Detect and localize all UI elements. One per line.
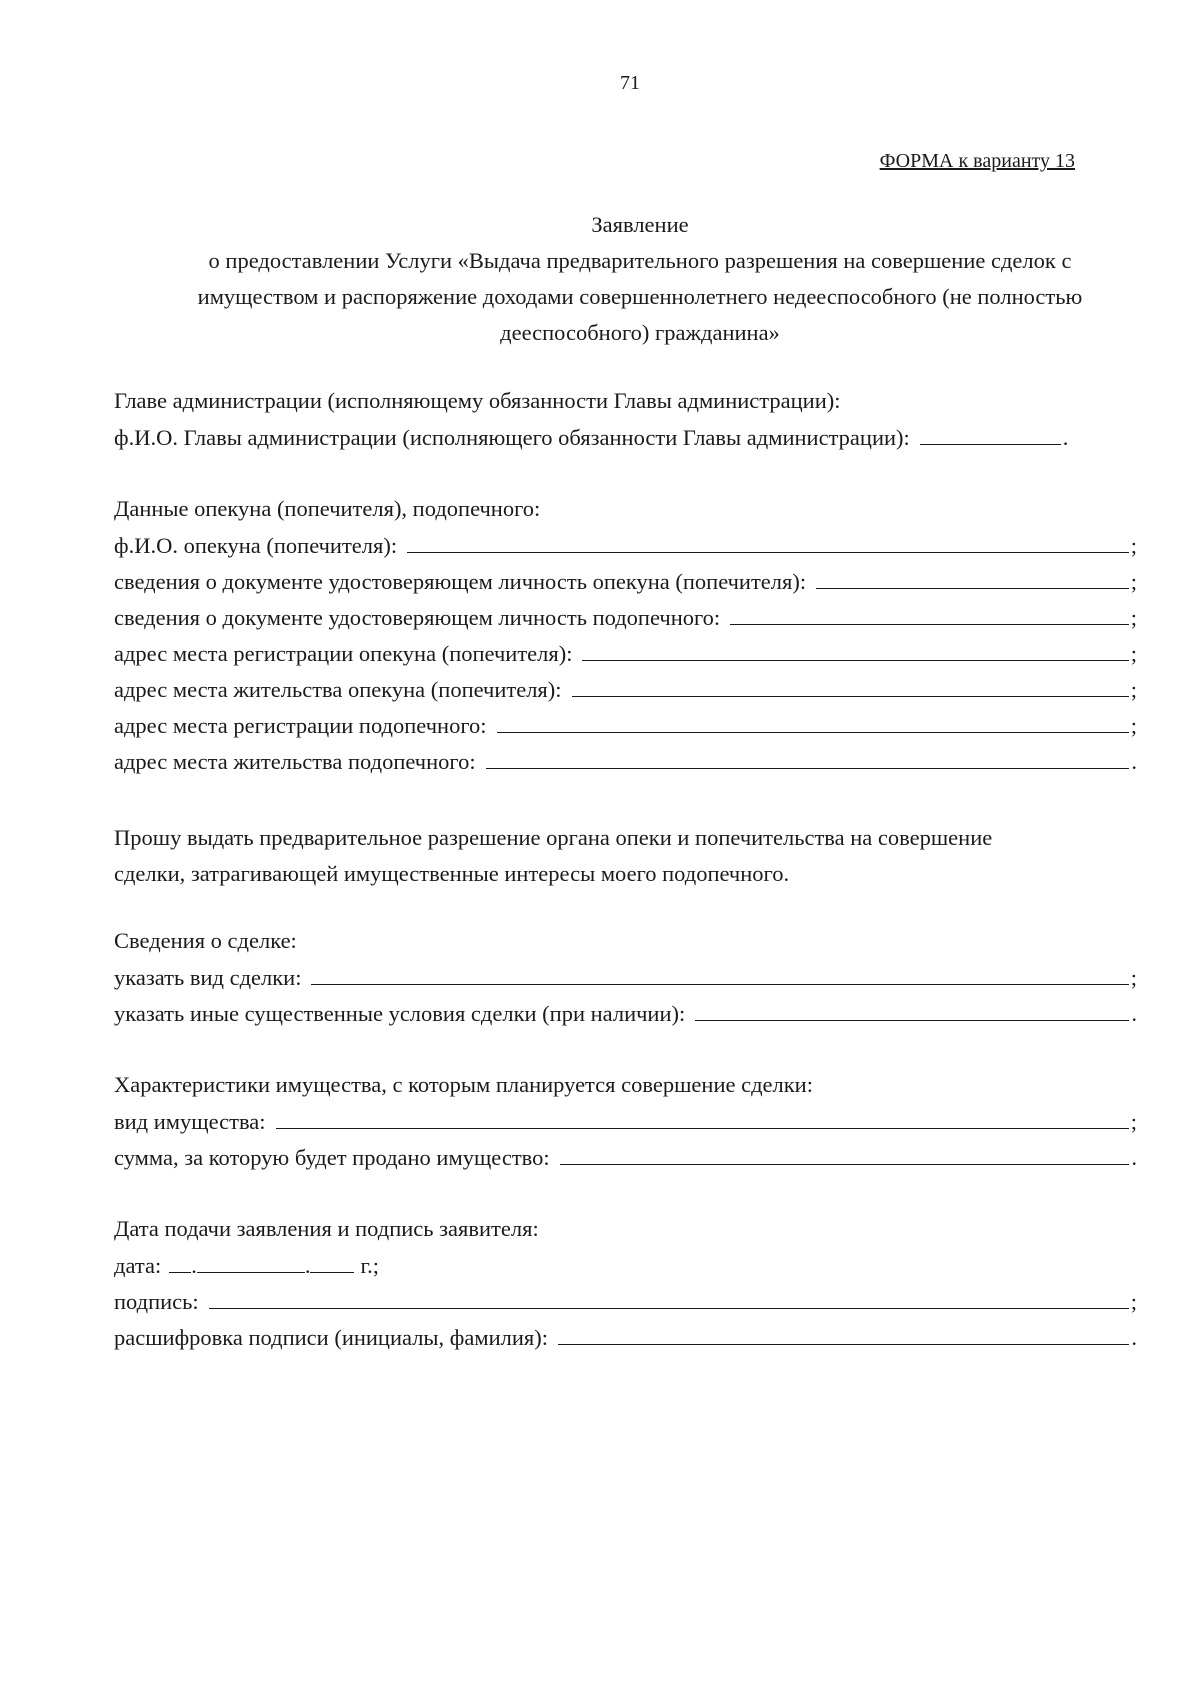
date-day-field[interactable]	[169, 1252, 191, 1273]
ward-id-label: сведения о документе удостоверяющем личность подопечного:	[114, 605, 721, 630]
deal-terms-field[interactable]	[695, 1000, 1129, 1021]
guardian-fio-label: ф.И.О. опекуна (попечителя):	[114, 533, 398, 558]
date-suffix: г.;	[360, 1253, 380, 1278]
guardian-residence-row: адрес места жительства опекуна (попечителя): ;	[114, 677, 1137, 702]
deal-terms-label: указать иные существенные условия сделки (при наличии):	[114, 1001, 686, 1026]
signature-heading: Дата подачи заявления и подпись заявителя:	[114, 1216, 539, 1241]
head-fio-row	[114, 424, 1137, 460]
guardian-heading: Данные опекуна (попечителя), подопечного:	[114, 496, 541, 521]
deal-section-heading	[114, 928, 1137, 964]
request-line-1: Прошу выдать предварительное разрешение органа опеки и попечительства на совершение	[114, 825, 993, 850]
signature-section-heading	[114, 1216, 1137, 1252]
signature-label: подпись:	[114, 1289, 199, 1314]
ward-id-row: сведения о документе удостоверяющем личность подопечного: ;	[114, 605, 1137, 630]
form-body	[114, 388, 1137, 1360]
guardian-fio-field[interactable]	[407, 532, 1129, 553]
ward-registration-label: адрес места регистрации подопечного:	[114, 713, 487, 738]
property-type-label: вид имущества:	[114, 1109, 266, 1134]
guardian-residence-field[interactable]	[572, 676, 1129, 697]
ward-registration-field[interactable]	[497, 712, 1129, 733]
ward-residence-field[interactable]	[486, 748, 1130, 769]
date-label: дата:	[114, 1253, 162, 1278]
addressee-line	[114, 388, 1137, 424]
document-title	[140, 207, 1140, 351]
addressee-label: Главе администрации (исполняющему обязанности Главы администрации):	[114, 388, 841, 413]
ward-registration-row: адрес места регистрации подопечного: ;	[114, 713, 1137, 738]
guardian-registration-label: адрес места регистрации опекуна (попечителя):	[114, 641, 573, 666]
guardian-residence-label: адрес места жительства опекуна (попечителя):	[114, 677, 562, 702]
deal-type-field[interactable]	[311, 964, 1128, 985]
signature-decoding-label: расшифровка подписи (инициалы, фамилия):	[114, 1325, 549, 1350]
head-fio-label: ф.И.О. Главы администрации (исполняющего обязанности Главы администрации):	[114, 425, 910, 450]
ward-residence-label: адрес места жительства подопечного:	[114, 749, 476, 774]
deal-heading: Сведения о сделке:	[114, 928, 297, 953]
property-sum-label: сумма, за которую будет продано имущество:	[114, 1145, 550, 1170]
property-heading: Характеристики имущества, с которым планируется совершение сделки:	[114, 1072, 813, 1097]
guardian-section-heading	[114, 496, 1137, 532]
head-fio-end: .	[1062, 425, 1069, 450]
title-line-2: имуществом и распоряжение доходами совершеннолетнего недееспособного (не полностью	[197, 284, 1083, 309]
form-tag: ФОРМА к варианту 13	[879, 150, 1075, 172]
date-row: дата: . . г.;	[114, 1253, 380, 1278]
title-line-1: о предоставлении Услуги «Выдача предварительного разрешения на совершение сделок с	[208, 248, 1072, 273]
date-year-field[interactable]	[310, 1252, 354, 1273]
property-sum-field[interactable]	[560, 1144, 1130, 1165]
signature-row: подпись: ;	[114, 1289, 1137, 1314]
request-line-2: сделки, затрагивающей имущественные интересы моего подопечного.	[114, 861, 790, 886]
request-paragraph	[114, 820, 1137, 892]
page-number: 71	[620, 72, 640, 94]
guardian-registration-field[interactable]	[582, 640, 1128, 661]
ward-residence-row: адрес места жительства подопечного: .	[114, 749, 1137, 774]
deal-terms-row: указать иные существенные условия сделки (при наличии): .	[114, 1001, 1137, 1026]
guardian-id-field[interactable]	[816, 568, 1129, 589]
guardian-fio-row: ф.И.О. опекуна (попечителя): ;	[114, 533, 1137, 558]
property-sum-row: сумма, за которую будет продано имущество: .	[114, 1145, 1137, 1170]
signature-decoding-row: расшифровка подписи (инициалы, фамилия): .	[114, 1325, 1137, 1350]
ward-id-field[interactable]	[730, 604, 1129, 625]
guardian-registration-row: адрес места регистрации опекуна (попечителя): ;	[114, 641, 1137, 666]
property-type-row: вид имущества: ;	[114, 1109, 1137, 1134]
property-type-field[interactable]	[276, 1108, 1129, 1129]
signature-decoding-field[interactable]	[558, 1324, 1129, 1345]
guardian-id-label: сведения о документе удостоверяющем личность опекуна (попечителя):	[114, 569, 807, 594]
signature-field[interactable]	[209, 1288, 1129, 1309]
title-line-3: дееспособного) гражданина»	[500, 320, 780, 345]
deal-type-label: указать вид сделки:	[114, 965, 302, 990]
guardian-id-row: сведения о документе удостоверяющем личность опекуна (попечителя): ;	[114, 569, 1137, 594]
property-section-heading	[114, 1072, 1137, 1108]
head-fio-field[interactable]	[920, 424, 1061, 445]
deal-type-row: указать вид сделки: ;	[114, 965, 1137, 990]
date-month-field[interactable]	[197, 1252, 305, 1273]
title-heading: Заявление	[591, 212, 689, 237]
